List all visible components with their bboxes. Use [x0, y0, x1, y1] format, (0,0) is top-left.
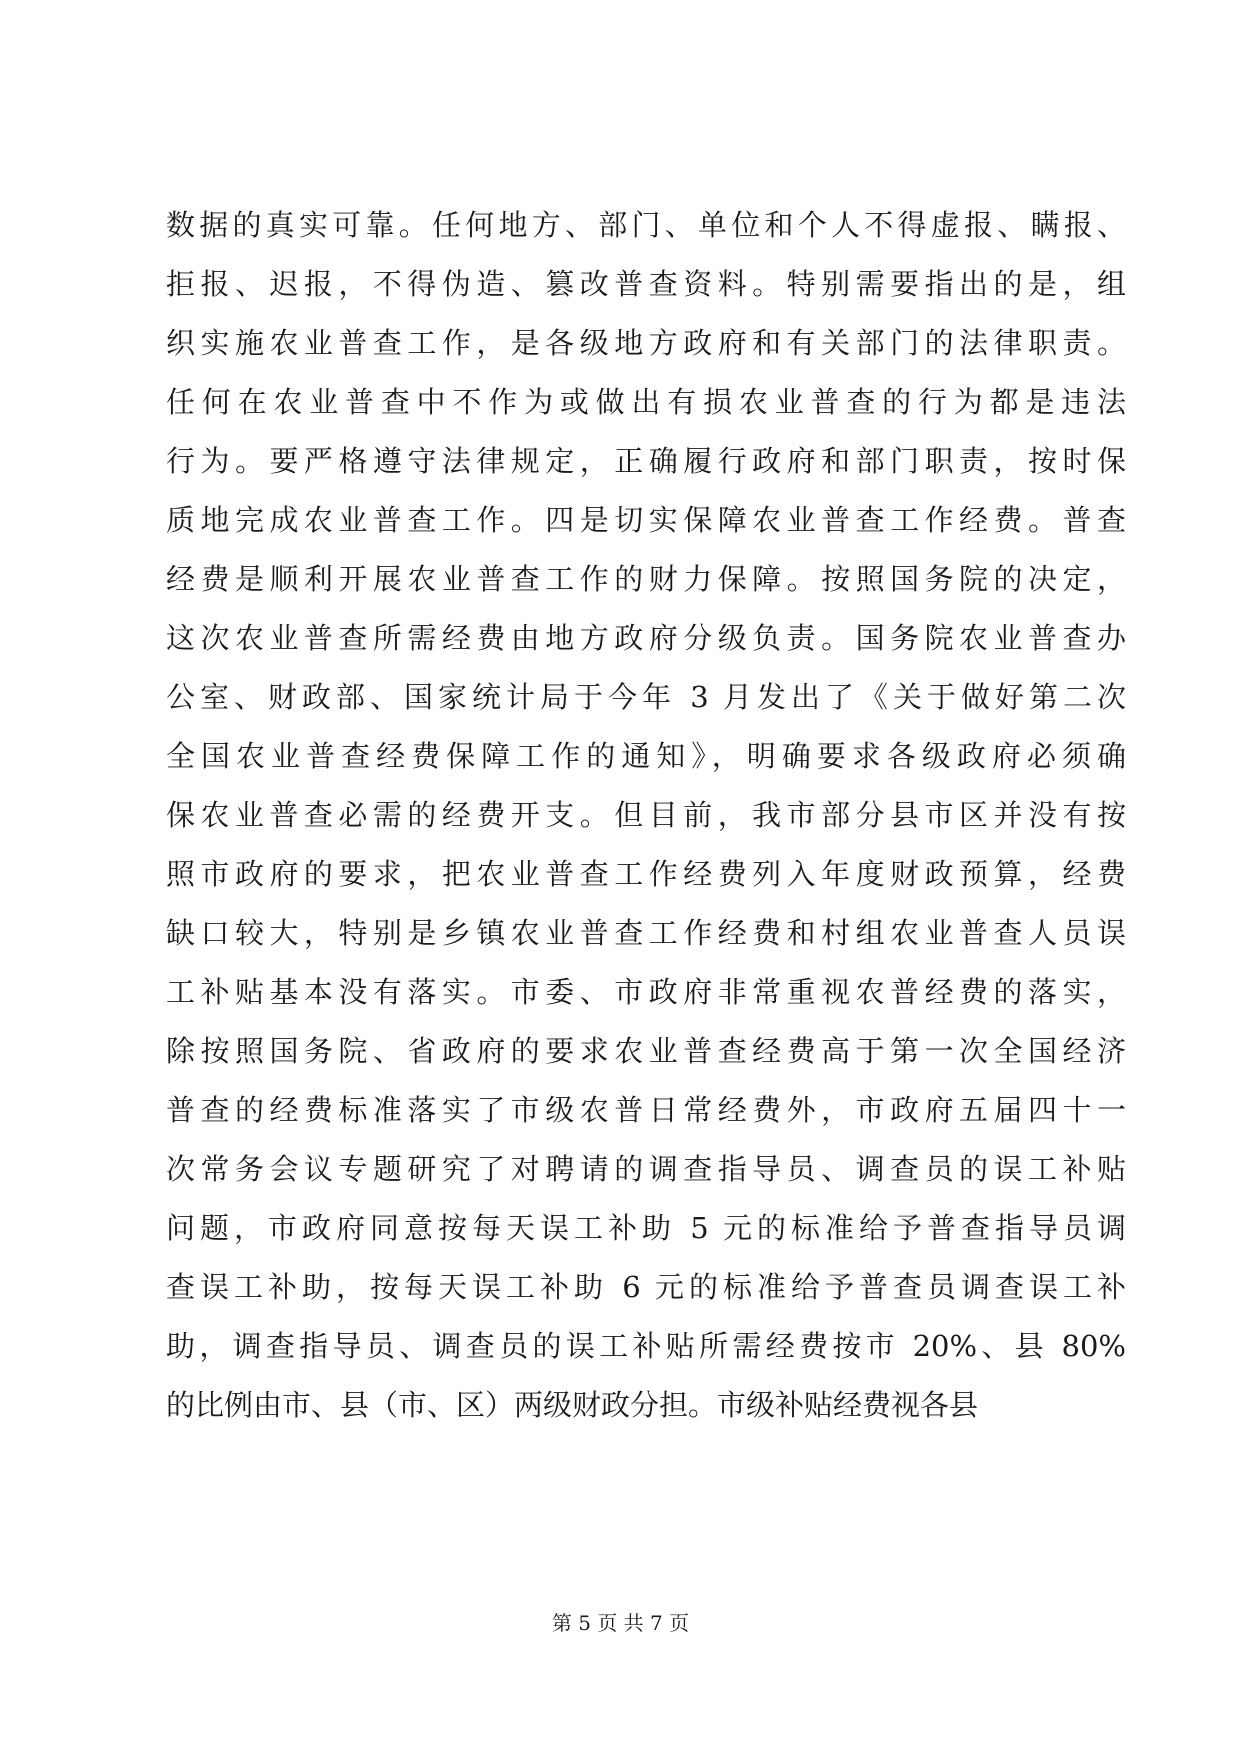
- text-line: 助，调查指导员、调查员的误工补贴所需经费按市 20%、县 80%: [166, 1329, 1126, 1363]
- text-line: 问题，市政府同意按每天误工补助 5 元的标准给予普查指导员调: [166, 1211, 1126, 1245]
- text-line: 这次农业普查所需经费由地方政府分级负责。国务院农业普查办: [166, 621, 1126, 655]
- text-line: 的比例由市、县（市、区）两级财政分担。市级补贴经费视各县: [166, 1388, 979, 1422]
- text-line: 次常务会议专题研究了对聘请的调查指导员、调查员的误工补贴: [166, 1152, 1126, 1186]
- text-line: 质地完成农业普查工作。四是切实保障农业普查工作经费。普查: [166, 503, 1126, 537]
- text-line: 查误工补助，按每天误工补助 6 元的标准给予普查员调查误工补: [166, 1270, 1126, 1304]
- text-line: 任何在农业普查中不作为或做出有损农业普查的行为都是违法: [166, 385, 1126, 419]
- text-line: 保农业普查必需的经费开支。但目前，我市部分县市区并没有按: [166, 798, 1126, 832]
- body-text: [166, 196, 1126, 1435]
- text-line: 缺口较大，特别是乡镇农业普查工作经费和村组农业普查人员误: [166, 916, 1126, 950]
- text-line: 经费是顺利开展农业普查工作的财力保障。按照国务院的决定，: [166, 562, 1126, 596]
- text-line: 织实施农业普查工作，是各级地方政府和有关部门的法律职责。: [166, 326, 1126, 360]
- text-line: 全国农业普查经费保障工作的通知》，明确要求各级政府必须确: [166, 739, 1126, 773]
- text-line: 照市政府的要求，把农业普查工作经费列入年度财政预算，经费: [166, 857, 1126, 891]
- text-line: 普查的经费标准落实了市级农普日常经费外，市政府五届四十一: [166, 1093, 1126, 1127]
- text-line: 拒报、迟报，不得伪造、篡改普查资料。特别需要指出的是，组: [166, 267, 1126, 301]
- page-footer: 第 5 页 共 7 页: [551, 1611, 690, 1635]
- text-line: 工补贴基本没有落实。市委、市政府非常重视农普经费的落实，: [166, 975, 1126, 1009]
- text-line: 数据的真实可靠。任何地方、部门、单位和个人不得虚报、瞒报、: [166, 208, 1126, 242]
- text-line: 公室、财政部、国家统计局于今年 3 月发出了《关于做好第二次: [166, 680, 1126, 714]
- text-line: 除按照国务院、省政府的要求农业普查经费高于第一次全国经济: [166, 1034, 1126, 1068]
- text-line: 行为。要严格遵守法律规定，正确履行政府和部门职责，按时保: [166, 444, 1126, 478]
